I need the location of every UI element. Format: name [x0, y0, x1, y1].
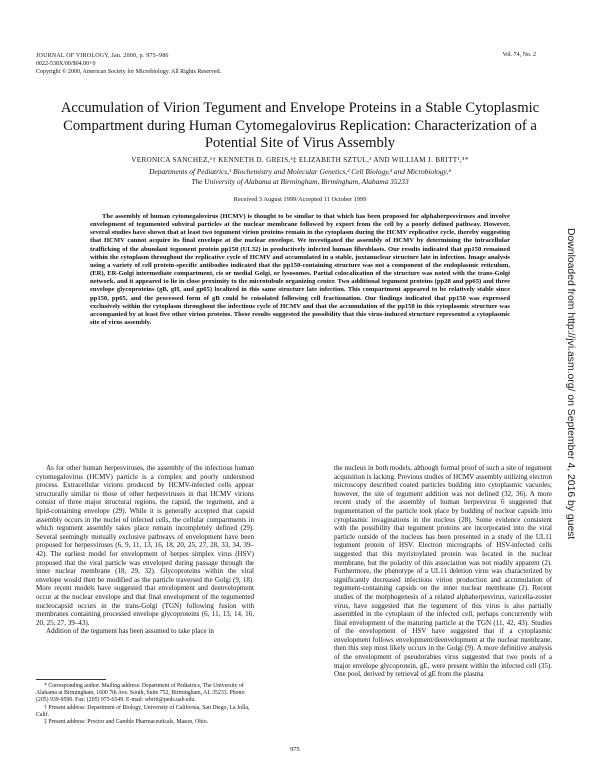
volume-issue: Vol. 74, No. 2	[502, 52, 536, 58]
affiliation-departments: Departments of Pediatrics,¹ Biochemistry and Molecular Genetics,² Cell Biology,³ and Microbiology,⁴	[149, 167, 451, 176]
journal-citation: JOURNAL OF VIROLOGY, Jan. 2000, p. 975–986	[36, 53, 169, 59]
affiliation-institution: The University of Alabama at Birmingham, Birmingham, Alabama 35233	[191, 177, 409, 186]
affiliations	[40, 167, 560, 187]
received-dates: Received 3 August 1999/Accepted 11 October 1999	[233, 196, 367, 203]
footnote-present-address-1: † Present address: Department of Biology, University of California, San Diego, La Jolla, Calif.	[36, 704, 250, 718]
download-watermark	[560, 228, 576, 598]
footnotes	[36, 683, 254, 726]
footnote-corresponding-author: * Corresponding author. Mailing address: Department of Pediatrics, The University of Alabama at Birmingham, 1600 7th Ave. South, Suite 752, Birmingham, AL 35233. Phone: (205) 939-9590. Fax: (205) 975-6549. E-mail: wbritt@peds.uab.edu.	[36, 683, 246, 704]
copyright-line: Copyright © 2000, American Society for Microbiology. All Rights Reserved.	[36, 69, 222, 76]
footnote-divider	[36, 679, 106, 680]
body-paragraph: Addition of the tegument has been assumed to take place in	[46, 627, 214, 636]
body-column-left	[36, 464, 254, 636]
abstract: The assembly of human cytomegalovirus (HCMV) is thought to be similar to that which has been proposed for alphaherpesviruses and involve envelopment of tegumented subviral particles at the nuclear membrane followed by export from the cell by a poorly defined pathway. However, several studies have shown that at least two tegument virion proteins remain in the cytoplasm during the HCMV replicative cycle, thereby suggesting that HCMV cannot acquire its final envelope at the nuclear envelope. We investigated the assembly of HCMV by determining the intracellular trafficking of the abundant tegument protein pp150 (UL32) in productively infected human fibroblasts. Our results indicated that pp150 remained within the cytoplasm throughout the replicative cycle of HCMV and accumulated in a stable, juxtanuclear structure late in infection. Image analysis using a variety of cell protein-specific antibodies indicated that the pp150-containing structure was not a component of the endoplasmic reticulum, (ER), ER-Golgi intermediate compartment, cis or medial Golgi, or lysosomes. Partial colocalization of the structure was noted with the trans-Golgi network, and it appeared to lie in close proximity to the microtubule organizing center. Two additional tegument proteins (pp28 and pp65) and three envelope glycoproteins (gB, gH, and gp65) localized in this same structure late infection. This compartment appeared to be relatively stable since pp150, pp65, and the processed form of gB could be coisolated following cell fractionation. Our findings indicated that pp150 was expressed exclusively within the cytoplasm throughout the infectious cycle of HCMV and that the accumulation of the pp150 in this cytoplasmic structure was accompanied by at least five other virion proteins. These results suggested the possibility that this virus-induced structure represented a cytoplasmic site of virus assembly.	[90, 213, 510, 327]
body-paragraph: As for other human herpesviruses, the assembly of the infectious human cytomegalovirus (HCMV) particle is a complex and poorly understood process. Extracellular virions produced by HCMV-infected cells appear structurally similar to those of other herpesviruses in that HCMV virions consist of three major structural regions, the capsid, the tegument, and a lipid-containing envelope (29). While it is generally accepted that capsid assembly occurs in the nuclei of infected cells, the cellular compartments in which tegument assembly takes place remain incompletely defined (29). Several seemingly mutually exclusive pathways of envelopment have been proposed for herpesviruses (6, 9, 11, 13, 16, 18, 20, 25, 27, 28, 33, 34, 39–42). The earliest model for envelopment of herpes simplex virus (HSV) proposed that the viral particle was enveloped during passage through the inner nuclear membrane (18, 29, 32). Glycoproteins within the viral envelope would then be modified as the particle traversed the Golgi (9, 18). More recent models have suggested that envelopment and deenvelopment occur at the nuclear envelope and that final envelopment of the tegumented nucleocapsid occurs in the trans-Golgi (TGN) following fusion with membranes containing processed envelope glycoproteins (6, 11, 13, 14, 16, 20, 25, 27, 39–43).	[36, 464, 254, 627]
body-paragraph: the nucleus in both models, although formal proof of such a site of tegument acquisition is lacking. Previous studies of HCMV assembly utilizing electron microscopy described coated particles budding into cytoplasmic vacuoles; however, the site of tegument addition was not defined (32, 36). A more recent study of the assembly of human herpesvirus 6 suggested that tegumentation of the particle took place by budding of nuclear capsids into cytoplasmic invaginations in the nucleus (28). Some evidence consistent with the possibility that tegument proteins are incorporated into the viral particle outside of the nucleus has been presented in a study of the UL11 tegument protein of HSV. Electron micrographs of HSV-infected cells suggested that this myristoylated protein was located in the nuclear membrane, but the polarity of this association was not readily apparent (2). Furthermore, the phenotype of a UL11 deletion virus was characterized by significantly decreased infectious virion production and accumulation of tegument-containing capsids on the inner nuclear membrane (2). Recent studies of the morphogenesis of a related alphaherpesvirus, varicella-zoster virus, have suggested that the tegument of this virus is also partially assembled in the cytoplasm of the infected cell, perhaps concurrently with final envelopment of the maturing particle at the TGN (11, 42, 43). Studies of the envelopment of HSV have suggested that if a cytoplasmic envelopment follows envelopment/deenvelopment at the nuclear membrane, then this step most likely occurs in the Golgi (9). A more definitive analysis of the envelopment of pseudorabies virus suggested that two pools of a major envelope glycoprotein, gE, were present within the infected cell (35). One pool, derived by retrieval of gE from the plasma	[334, 464, 552, 679]
footnote-present-address-2: ‡ Present address: Proctor and Gamble Pharmaceuticals, Mason, Ohio.	[44, 719, 209, 726]
article-title: Accumulation of Virion Tegument and Envelope Proteins in a Stable Cytoplasmic Compartment during Human Cytomegalovirus Replication: Characterization of a Potential Site of Virus Assembly	[60, 100, 540, 151]
body-column-right	[334, 464, 552, 679]
page-number: 975	[290, 746, 300, 753]
download-notice: Downloaded from http://jvi.asm.org/ on September 4, 2016 by guest	[565, 228, 576, 540]
issn-line: 0022-538X/00/$04.00+0	[36, 61, 96, 68]
author-list: VERONICA SANCHEZ,¹† KENNETH D. GREIS,²‡ ELIZABETH SZTUL,³ AND WILLIAM J. BRITT¹,⁴*	[131, 156, 469, 164]
journal-header	[36, 52, 221, 77]
